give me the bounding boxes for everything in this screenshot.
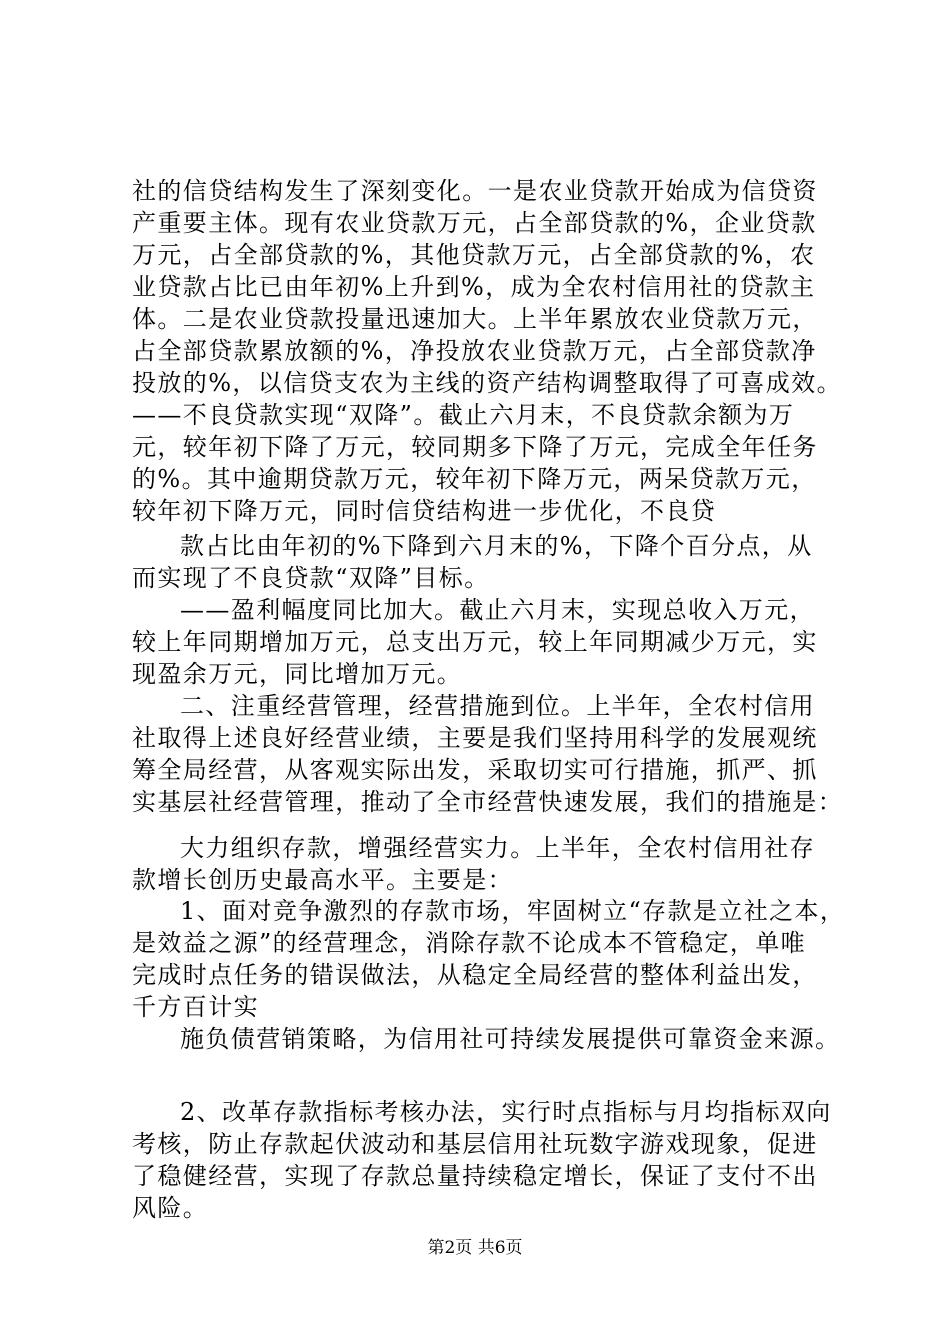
paragraph-3 xyxy=(132,594,852,690)
text-line: 款占比由年初的%下降到六月末的%，下降个百分点，从 xyxy=(180,532,813,560)
text-line: 产重要主体。现有农业贷款万元，占全部贷款的%，企业贷款 xyxy=(132,209,817,237)
text-line: 完成时点任务的错误做法，从稳定全局经营的整体利益出发， xyxy=(132,961,818,989)
paragraph-6 xyxy=(132,895,852,1023)
text-line: 考核，防止存款起伏波动和基层信用社玩数字游戏现象，促进 xyxy=(132,1130,818,1158)
text-line: 社取得上述良好经营业绩，主要是我们坚持用科学的发展观统 xyxy=(132,724,818,752)
text-line: 千方百计实 xyxy=(132,993,259,1021)
text-line: 而实现了不良贷款“双降”目标。 xyxy=(132,564,490,592)
paragraph-1 xyxy=(132,175,852,527)
text-line: 二、注重经营管理，经营措施到位。上半年，全农村信用 xyxy=(180,692,815,720)
text-line: ——盈利幅度同比加大。截止六月末，实现总收入万元， xyxy=(180,596,815,624)
text-line: 是效益之源”的经营理念，消除存款不论成本不管稳定，单唯 xyxy=(132,929,807,957)
text-line: 业贷款占比已由年初%上升到%，成为全农村信用社的贷款主 xyxy=(132,273,816,301)
text-line: 投放的%，以信贷支农为主线的资产结构调整取得了可喜成效。 xyxy=(132,369,843,397)
text-line: 2、改革存款指标考核办法，实行时点指标与月均指标双向 xyxy=(180,1098,832,1126)
paragraph-4 xyxy=(132,690,852,818)
text-line: 大力组织存款，增强经营实力。上半年，全农村信用社存 xyxy=(180,834,815,862)
paragraph-2 xyxy=(132,530,852,594)
paragraph-7 xyxy=(132,1023,852,1055)
text-line: 元，较年初下降了万元，较同期多下降了万元，完成全年任务 xyxy=(132,433,818,461)
paragraph-5 xyxy=(132,832,852,896)
text-line: 风险。 xyxy=(132,1194,209,1222)
text-line: 占全部贷款累放额的%，净投放农业贷款万元，占全部贷款净 xyxy=(132,337,817,365)
text-line: 的%。其中逾期贷款万元，较年初下降万元，两呆贷款万元， xyxy=(132,465,817,493)
text-line: 万元，占全部贷款的%，其他贷款万元，占全部贷款的%，农 xyxy=(132,241,816,269)
text-line: 施负债营销策略，为信用社可持续发展提供可靠资金来源。 xyxy=(180,1025,841,1053)
text-line: 款增长创历史最高水平。主要是： xyxy=(132,866,513,894)
text-line: 1、面对竞争激烈的存款市场，牢固树立“存款是立社之本， xyxy=(180,897,846,925)
text-line: 社的信贷结构发生了深刻变化。一是农业贷款开始成为信贷资 xyxy=(132,177,818,205)
page-number: 第2页 共6页 xyxy=(427,1238,523,1258)
text-line: 较年初下降万元，同时信贷结构进一步优化，不良贷 xyxy=(132,497,717,525)
text-line: 较上年同期增加万元，总支出万元，较上年同期减少万元，实 xyxy=(132,628,818,656)
text-line: 了稳健经营，实现了存款总量持续稳定增长，保证了支付不出 xyxy=(132,1162,818,1190)
text-line: 实基层社经营管理，推动了全市经营快速发展，我们的措施是： xyxy=(132,788,844,816)
paragraph-8 xyxy=(132,1096,852,1224)
text-line: 现盈余万元，同比增加万元。 xyxy=(132,660,463,688)
text-line: 筹全局经营，从客观实际出发，采取切实可行措施，抓严、抓 xyxy=(132,756,818,784)
text-line: 体。二是农业贷款投量迅速加大。上半年累放农业贷款万元， xyxy=(132,305,818,333)
text-line: ——不良贷款实现“双降”。截止六月末，不良贷款余额为万 xyxy=(132,401,795,429)
